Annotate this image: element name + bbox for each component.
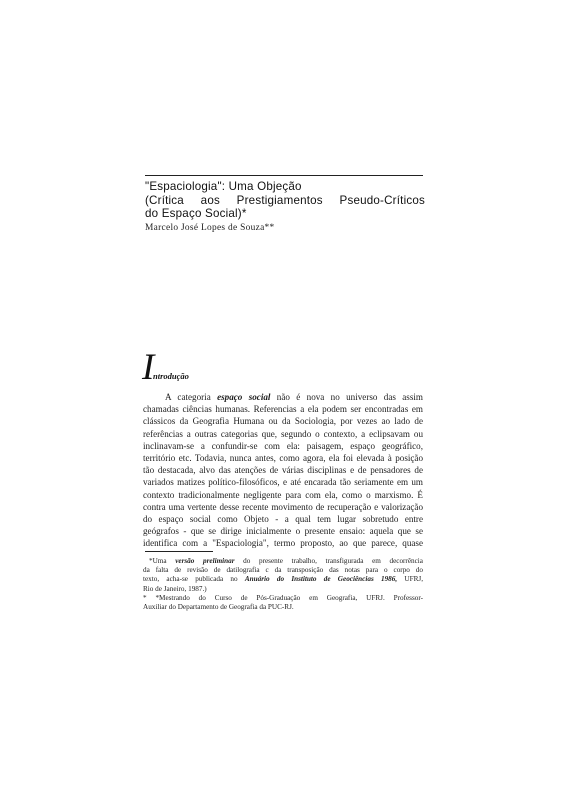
body-line: contexto tradicionalmente negligente para com ela, como o marxismo. É bbox=[143, 489, 423, 500]
article-header bbox=[145, 180, 425, 234]
footnote-emphasis: Anuário do Instituto de Geociências 1986, bbox=[244, 575, 398, 584]
title-line-1: "Espaciologia": Uma Objeção bbox=[145, 180, 302, 193]
body-line: referências a outras categorias que, segundo o contexto, a eclipsavam ou bbox=[143, 428, 423, 439]
body-line: identifica com a "Espaciologia", termo proposto, ao que parece, quase bbox=[143, 538, 423, 549]
title-line-3: do Espaço Social)* bbox=[145, 207, 247, 220]
footnote-line: da falta de revisão de datilografia c da transposição das notas para o corpo do bbox=[143, 566, 423, 575]
title-top-rule bbox=[145, 175, 423, 176]
body-line: inclinavam-se a confundir-se com ela: paisagem, espaço geográfico, bbox=[143, 440, 423, 451]
author-name: Marcelo José Lopes de Souza** bbox=[145, 222, 275, 233]
footnote-emphasis: versão preliminar bbox=[175, 557, 235, 565]
footnote-line: *Uma versão preliminar do presente trabalho, transfigurada em decorrência bbox=[149, 557, 423, 565]
section-dropcap: I bbox=[142, 347, 155, 388]
body-line: chamadas ciências humanas. Referencias a ela podem ser encontradas em bbox=[143, 404, 423, 415]
body-paragraph bbox=[143, 391, 423, 549]
body-emphasis: espaço social bbox=[217, 392, 271, 402]
title-line-2: (Crítica aos Prestigiamentos Pseudo-Críticos bbox=[145, 193, 425, 207]
body-line: variados matizes político-filosóficos, e até encarada tão seriamente em um bbox=[143, 477, 423, 488]
section-heading bbox=[142, 347, 189, 388]
footnote-line: texto, acha-se publicada no Anuário do Instituto de Geociências 1986, UFRJ, bbox=[143, 575, 423, 584]
body-line: do espaço social como Objeto - a qual tem lugar sobretudo entre bbox=[143, 513, 423, 524]
footnote-line: Auxiliar do Departamento de Geografia da PUC-RJ. bbox=[143, 602, 294, 611]
footnote-line: Rio de Janeiro, 1987.) bbox=[143, 584, 207, 593]
body-line: tão destacada, alvo das atenções de várias disciplinas e de pensadores de bbox=[143, 465, 423, 476]
body-line: geógrafos - que se dirige inicialmente o presente ensaio: aquela que se bbox=[143, 526, 423, 537]
body-line: contra uma vertente desse recente movimento de recuperação e valorização bbox=[143, 501, 423, 512]
footnotes bbox=[143, 557, 423, 612]
body-line: território etc. Todavia, nunca antes, como agora, ela foi elevada à posição bbox=[143, 452, 423, 463]
footnote-line: * *Mestrando do Curso de Pós-Graduação em Geografia, UFRJ. Professor- bbox=[143, 593, 423, 602]
footnote-rule bbox=[145, 551, 213, 552]
body-line: clássicos da Geografia Humana ou da Sociologia, por vezes ao lado de bbox=[143, 416, 423, 427]
section-heading-text: ntrodução bbox=[153, 371, 189, 381]
body-line: A categoria espaço social não é nova no universo das assim bbox=[165, 392, 423, 402]
